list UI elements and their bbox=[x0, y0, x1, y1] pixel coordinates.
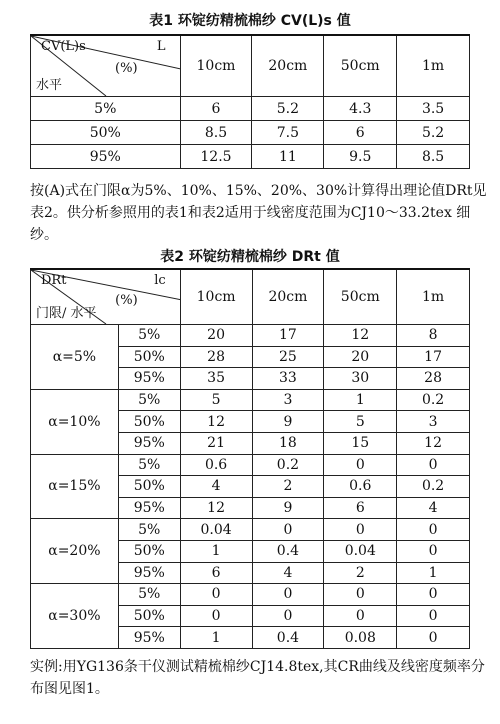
column-header: 10cm bbox=[180, 269, 252, 325]
table1-caption: 表1 环锭纺精梳棉纱 CV(L)s 值 bbox=[149, 13, 351, 29]
data-cell: 0 bbox=[324, 454, 397, 476]
data-cell: 2 bbox=[324, 562, 397, 584]
data-cell: 12 bbox=[180, 411, 252, 433]
alpha-label: α=20% bbox=[31, 519, 119, 584]
data-cell: 9 bbox=[252, 411, 324, 433]
data-cell: 11 bbox=[252, 145, 324, 169]
data-cell: 3 bbox=[252, 389, 324, 411]
data-cell: 6 bbox=[324, 121, 397, 145]
data-cell: 5.2 bbox=[397, 121, 470, 145]
data-cell: 0.2 bbox=[397, 389, 470, 411]
row-label: 95% bbox=[118, 497, 180, 519]
header-row bbox=[31, 269, 470, 325]
column-header: 10cm bbox=[180, 35, 252, 97]
row-label: 50% bbox=[118, 540, 180, 562]
corner-label-bottom-left: 水平 bbox=[36, 78, 63, 93]
row-label: 50% bbox=[118, 605, 180, 627]
row-label: 5% bbox=[118, 519, 180, 541]
data-cell: 30 bbox=[324, 368, 397, 390]
row-label: 95% bbox=[31, 145, 181, 169]
data-cell: 5.2 bbox=[252, 97, 324, 121]
data-cell: 0.2 bbox=[252, 454, 324, 476]
data-cell: 0 bbox=[397, 454, 470, 476]
table2 bbox=[30, 268, 470, 649]
row-label: 5% bbox=[118, 584, 180, 606]
data-cell: 0 bbox=[324, 605, 397, 627]
row-label: 95% bbox=[118, 562, 180, 584]
row-label: 50% bbox=[118, 476, 180, 498]
data-cell: 3.5 bbox=[397, 97, 470, 121]
data-cell: 12 bbox=[180, 497, 252, 519]
data-cell: 0.6 bbox=[324, 476, 397, 498]
alpha-label: α=15% bbox=[31, 454, 119, 519]
alpha-label: α=5% bbox=[31, 325, 119, 390]
data-cell: 0.4 bbox=[252, 540, 324, 562]
column-header: 1m bbox=[397, 269, 470, 325]
corner-label-middle: (%) bbox=[115, 293, 138, 308]
data-cell: 20 bbox=[180, 325, 252, 347]
data-cell: 7.5 bbox=[252, 121, 324, 145]
data-cell: 3 bbox=[397, 411, 470, 433]
data-cell: 12 bbox=[397, 432, 470, 454]
data-cell: 35 bbox=[180, 368, 252, 390]
corner-label-top-left: DRt bbox=[41, 273, 67, 288]
row-label: 95% bbox=[118, 368, 180, 390]
data-cell: 0.6 bbox=[180, 454, 252, 476]
header-row bbox=[31, 35, 470, 97]
alpha-label: α=10% bbox=[31, 389, 119, 454]
corner-label-middle: (%) bbox=[115, 61, 138, 76]
data-cell: 0 bbox=[252, 519, 324, 541]
column-header: 20cm bbox=[252, 35, 324, 97]
table-row bbox=[31, 121, 470, 145]
column-header: 50cm bbox=[324, 269, 397, 325]
data-cell: 6 bbox=[180, 97, 252, 121]
data-cell: 1 bbox=[324, 389, 397, 411]
data-cell: 5 bbox=[180, 389, 252, 411]
data-cell: 18 bbox=[252, 432, 324, 454]
table-row bbox=[31, 454, 470, 476]
data-cell: 28 bbox=[397, 368, 470, 390]
row-label: 95% bbox=[118, 432, 180, 454]
paragraph-1: 按(A)式在门限α为5%、10%、15%、20%、30%计算得出理论值DRt见表2。供分析参照用的表1和表2适用于线密度范围为CJ10～33.2tex 细纱。 bbox=[30, 183, 487, 243]
data-cell: 0 bbox=[397, 627, 470, 649]
data-cell: 0 bbox=[180, 605, 252, 627]
data-cell: 2 bbox=[252, 476, 324, 498]
data-cell: 0 bbox=[397, 584, 470, 606]
data-cell: 20 bbox=[324, 346, 397, 368]
data-cell: 0 bbox=[324, 584, 397, 606]
table-row bbox=[31, 519, 470, 541]
table-row bbox=[31, 584, 470, 606]
data-cell: 4.3 bbox=[324, 97, 397, 121]
data-cell: 28 bbox=[180, 346, 252, 368]
data-cell: 6 bbox=[180, 562, 252, 584]
data-cell: 9 bbox=[252, 497, 324, 519]
column-header: 1m bbox=[397, 35, 470, 97]
corner-label-top-right: lc bbox=[154, 273, 166, 288]
data-cell: 0 bbox=[397, 519, 470, 541]
data-cell: 0.04 bbox=[180, 519, 252, 541]
data-cell: 0.4 bbox=[252, 627, 324, 649]
data-cell: 0 bbox=[324, 519, 397, 541]
data-cell: 33 bbox=[252, 368, 324, 390]
column-header: 20cm bbox=[252, 269, 324, 325]
row-label: 50% bbox=[31, 121, 181, 145]
data-cell: 8 bbox=[397, 325, 470, 347]
table1 bbox=[30, 34, 470, 169]
alpha-label: α=30% bbox=[31, 584, 119, 649]
data-cell: 0 bbox=[397, 540, 470, 562]
data-cell: 17 bbox=[252, 325, 324, 347]
data-cell: 4 bbox=[180, 476, 252, 498]
data-cell: 0.08 bbox=[324, 627, 397, 649]
data-cell: 4 bbox=[397, 497, 470, 519]
data-cell: 1 bbox=[180, 627, 252, 649]
corner-header-cell bbox=[31, 35, 181, 97]
corner-label-bottom-left: 门限/ 水平 bbox=[36, 306, 97, 321]
row-label: 50% bbox=[118, 411, 180, 433]
table2-caption: 表2 环锭纺精梳棉纱 DRt 值 bbox=[160, 249, 340, 265]
data-cell: 8.5 bbox=[180, 121, 252, 145]
table-row bbox=[31, 389, 470, 411]
data-cell: 4 bbox=[252, 562, 324, 584]
data-cell: 0.04 bbox=[324, 540, 397, 562]
data-cell: 5 bbox=[324, 411, 397, 433]
row-label: 5% bbox=[31, 97, 181, 121]
row-label: 5% bbox=[118, 325, 180, 347]
table-row bbox=[31, 97, 470, 121]
data-cell: 0 bbox=[180, 584, 252, 606]
data-cell: 8.5 bbox=[397, 145, 470, 169]
data-cell: 12.5 bbox=[180, 145, 252, 169]
data-cell: 1 bbox=[180, 540, 252, 562]
corner-label-top-left: CV(L)s bbox=[41, 39, 86, 54]
data-cell: 0 bbox=[397, 605, 470, 627]
row-label: 95% bbox=[118, 627, 180, 649]
row-label: 5% bbox=[118, 389, 180, 411]
table-row bbox=[31, 325, 470, 347]
data-cell: 9.5 bbox=[324, 145, 397, 169]
data-cell: 6 bbox=[324, 497, 397, 519]
data-cell: 17 bbox=[397, 346, 470, 368]
row-label: 50% bbox=[118, 346, 180, 368]
data-cell: 25 bbox=[252, 346, 324, 368]
data-cell: 1 bbox=[397, 562, 470, 584]
corner-header-cell bbox=[31, 269, 181, 325]
data-cell: 15 bbox=[324, 432, 397, 454]
data-cell: 21 bbox=[180, 432, 252, 454]
table-row bbox=[31, 145, 470, 169]
data-cell: 0 bbox=[252, 584, 324, 606]
data-cell: 0 bbox=[252, 605, 324, 627]
data-cell: 12 bbox=[324, 325, 397, 347]
data-cell: 0.2 bbox=[397, 476, 470, 498]
column-header: 50cm bbox=[324, 35, 397, 97]
row-label: 5% bbox=[118, 454, 180, 476]
corner-label-top-right: L bbox=[156, 39, 166, 54]
paragraph-2: 实例:用YG136条干仪测试精梳棉纱CJ14.8tex,其CR曲线及线密度频率分布图见图1。 bbox=[30, 659, 485, 697]
